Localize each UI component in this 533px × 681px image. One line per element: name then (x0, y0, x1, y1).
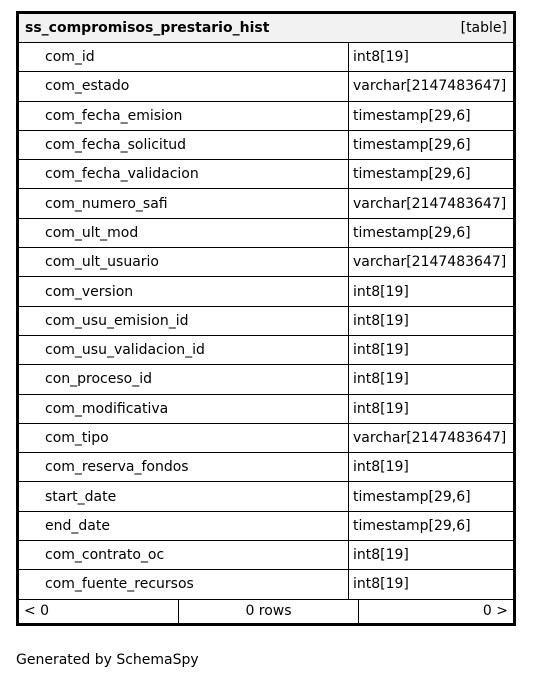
column-type: varchar[2147483647] (353, 254, 507, 271)
column-type: timestamp[29,6] (353, 488, 471, 505)
column-type: int8[19] (353, 283, 409, 300)
column-name: com_id (19, 43, 349, 71)
table-row[interactable] (19, 307, 513, 336)
table-row[interactable] (19, 43, 513, 72)
column-name: com_fecha_solicitud (19, 131, 349, 159)
column-name: com_usu_emision_id (19, 307, 349, 335)
column-type: int8[19] (353, 576, 409, 593)
column-name: com_fecha_emision (19, 102, 349, 130)
children-count: 0 > (482, 603, 508, 620)
table-footer (19, 600, 513, 623)
column-type: int8[19] (353, 547, 409, 564)
column-type: int8[19] (353, 400, 409, 417)
table-kind: [table] (460, 20, 507, 36)
column-name: com_estado (19, 72, 349, 100)
column-type: int8[19] (353, 49, 409, 66)
column-name: com_fuente_recursos (19, 570, 349, 598)
table-row[interactable] (19, 102, 513, 131)
row-count: 0 rows (179, 600, 359, 623)
column-type: timestamp[29,6] (353, 107, 471, 124)
table-row[interactable] (19, 424, 513, 453)
table-row[interactable] (19, 453, 513, 482)
table-row[interactable] (19, 160, 513, 189)
column-name: com_usu_validacion_id (19, 336, 349, 364)
column-name: com_version (19, 277, 349, 305)
column-name: com_reserva_fondos (19, 453, 349, 481)
table-row[interactable] (19, 482, 513, 511)
column-type: timestamp[29,6] (353, 137, 471, 154)
table-row[interactable] (19, 277, 513, 306)
table-row[interactable] (19, 248, 513, 277)
column-type: varchar[2147483647] (353, 78, 507, 95)
column-name: start_date (19, 482, 349, 510)
column-name: com_numero_safi (19, 189, 349, 217)
table-row[interactable] (19, 219, 513, 248)
column-name: com_ult_mod (19, 219, 349, 247)
table-row[interactable] (19, 336, 513, 365)
table-row[interactable] (19, 570, 513, 599)
generated-by-credit: Generated by SchemaSpy (16, 652, 199, 668)
column-name: com_ult_usuario (19, 248, 349, 276)
table-row[interactable] (19, 365, 513, 394)
column-name: com_modificativa (19, 395, 349, 423)
column-type: timestamp[29,6] (353, 166, 471, 183)
table-row[interactable] (19, 189, 513, 218)
column-type: int8[19] (353, 459, 409, 476)
parents-count: < 0 (19, 600, 179, 623)
column-type: timestamp[29,6] (353, 224, 471, 241)
column-name: com_tipo (19, 424, 349, 452)
column-name: com_fecha_validacion (19, 160, 349, 188)
table-row[interactable] (19, 541, 513, 570)
column-name: end_date (19, 512, 349, 540)
column-list (19, 43, 513, 600)
column-type: int8[19] (353, 342, 409, 359)
table-header (19, 14, 513, 43)
column-type: varchar[2147483647] (353, 430, 507, 446)
table-box (16, 11, 516, 626)
table-row[interactable] (19, 131, 513, 160)
column-name: con_proceso_id (19, 365, 349, 393)
column-name: com_contrato_oc (19, 541, 349, 569)
column-type: int8[19] (353, 312, 409, 329)
table-row[interactable] (19, 512, 513, 541)
column-type: timestamp[29,6] (353, 517, 471, 534)
table-row[interactable] (19, 72, 513, 101)
column-type: int8[19] (353, 371, 409, 388)
table-row[interactable] (19, 395, 513, 424)
table-name[interactable]: ss_compromisos_prestario_hist (25, 20, 270, 36)
column-type: varchar[2147483647] (353, 195, 507, 212)
